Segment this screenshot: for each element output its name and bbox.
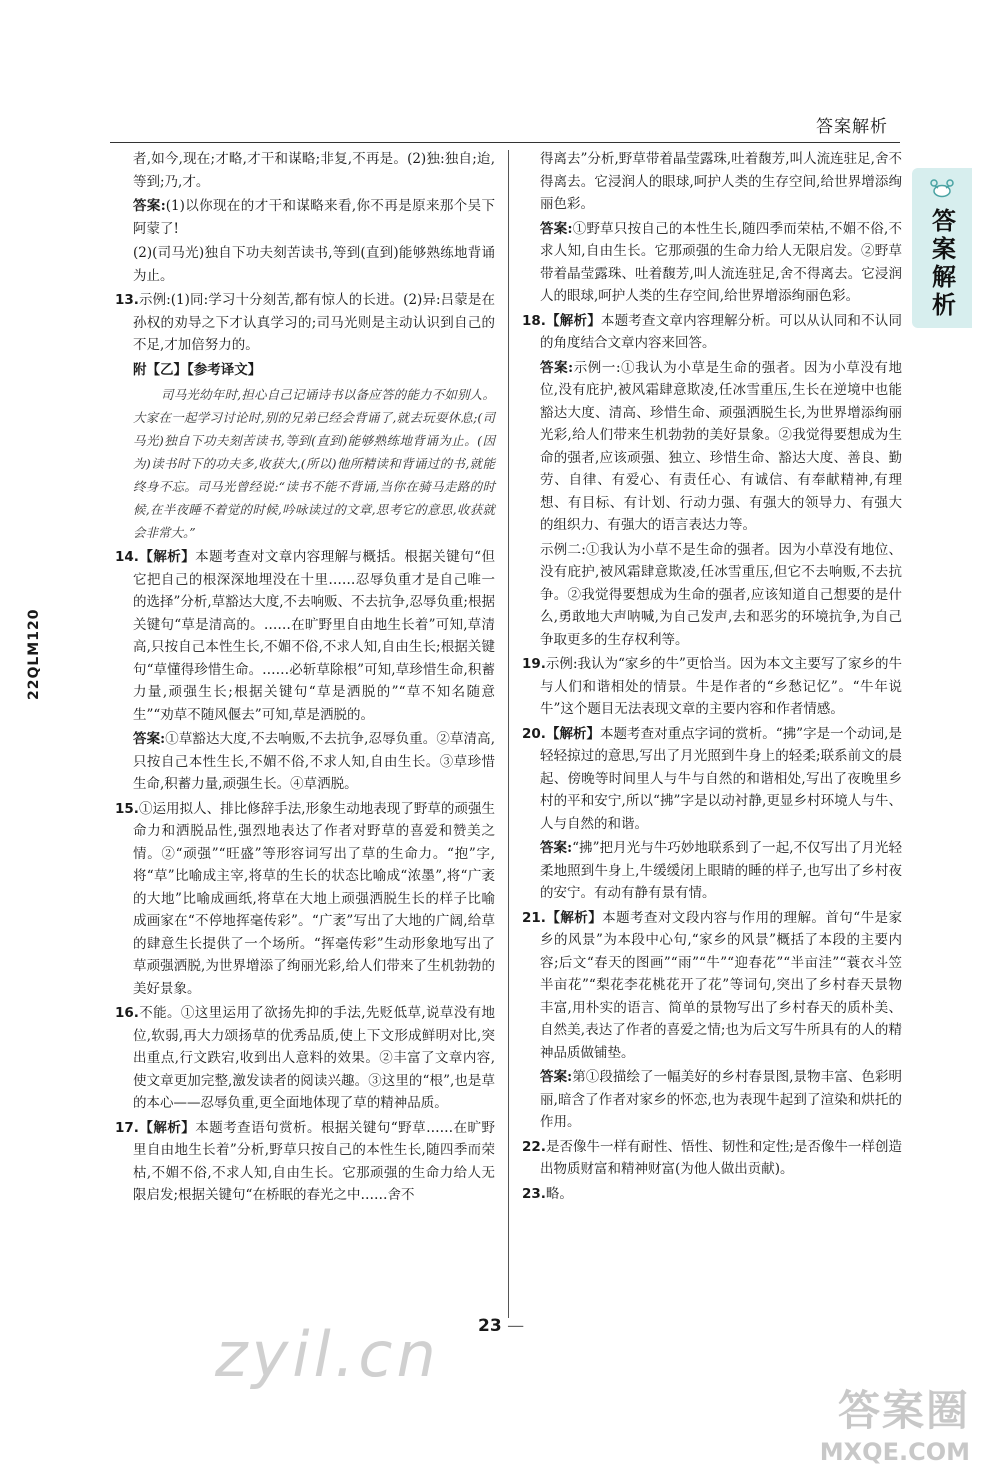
side-tab-label: 答案解析: [927, 208, 956, 320]
question-22: [522, 1136, 902, 1181]
question-number: 23.: [522, 1185, 546, 1202]
question-17: [115, 1117, 495, 1207]
question-text: 示例:我认为“家乡的牛”更恰当。因为本文主要写了家乡的牛与人们和谐相处的情景。牛是作者的“乡愁记忆”。“牛年说牛”这个题目无法表现文章的主要内容和作者情感。: [540, 656, 902, 717]
question-text: 本题考查语句赏析。根据关键句“野草……在旷野里自由地生长着”分析,野草只按自己的本性生长,随四季而荣枯,不媚不俗,不求人知,自由生长。它那顽强的生命力给人无限启发;根据关键句“在桥眠的春光之中……舍不: [133, 1119, 496, 1203]
question-21: [522, 907, 902, 1065]
question-text: ①运用拟人、排比修辞手法,形象生动地表现了野草的顽强生命力和洒脱品性,强烈地表达了作者对野草的喜爱和赞美之情。②“顽强”“旺盛”等形容词写出了草的生命力。“抱”字,将“草”比喻成主宰,将草的生长的状态比喻成“浓墨”,将“广袤的大地”比喻成画纸,将草在大地上顽强洒脱生长的样子比喻成画家在“不停地挥毫传彩”。“广袤”写出了大地的广阔,给草的肆意生长提供了一个场所。“挥毫传彩”生动形象地写出了草顽强洒脱,为世界增添了绚丽光彩,给人们带来了生机勃勃的美好景象。: [133, 800, 495, 997]
analysis-tag: 【解析】: [138, 549, 196, 565]
left-column: [115, 148, 495, 1209]
question-number: 15.: [115, 800, 139, 817]
side-code: 22QLM120: [26, 608, 42, 700]
answer-label: 答案:: [133, 198, 166, 214]
question-23: [522, 1183, 902, 1206]
continued-answer: [522, 218, 902, 308]
question-number: 19.: [522, 656, 546, 672]
question-text: 是否像牛一样有耐性、悟性、韧性和定性;是否像牛一样创造出物质财富和精神财富(为他人做出贡献)。: [540, 1138, 902, 1177]
page-header-title: 答案解析: [816, 117, 888, 137]
continued-answer-2: (2)(司马光)独自下功夫刻苦读书,等到(直到)能够熟练地背诵为止。: [133, 245, 495, 284]
crab-icon: [929, 178, 955, 200]
watermark-right: [800, 1378, 970, 1468]
question-15: [115, 798, 495, 1001]
analysis-tag: 【解析】: [545, 312, 601, 329]
question-18: [522, 310, 902, 355]
answer-text: (1)以你现在的才干和谋略来看,你不再是原来那个吴下阿蒙了!: [133, 198, 496, 237]
question-number: 20.: [522, 725, 546, 742]
question-18-answer-2: 示例二:①我认为小草不是生命的强者。因为小草没有地位、没有庇护,被风霜肆意欺凌,任冰雪重压,但它不去响贩,不去抗争。②我觉得要想成为生命的强者,应该知道自己想要的是什么,勇敢地大声呐喊,为自己发声,去和恶劣的环境抗争,为自己争取更多的生存权利等。: [540, 541, 902, 648]
question-13: [115, 289, 495, 357]
translation-title: 附【乙】【参考译文】: [133, 361, 262, 378]
question-number: 18.: [522, 312, 546, 329]
answer-text: 第①段描绘了一幅美好的乡村春景图,景物丰富、色彩明丽,暗含了作者对家乡的怀恋,也为表现牛起到了渲染和烘托的作用。: [540, 1069, 903, 1130]
continued-text: 者,如今,现在;才略,才干和谋略;非复,不再是。(2)独:独自;迨,等到;乃,才。: [133, 151, 495, 190]
question-text: 示例:(1)同:学习十分刻苦,都有惊人的长进。(2)异:吕蒙是在孙权的劝导之下才认真学习的;司马光则是主动认识到自己的不足,才加倍努力的。: [133, 292, 495, 353]
question-20: [522, 723, 902, 836]
question-20-answer: [522, 837, 902, 905]
question-number: 21.: [522, 909, 546, 926]
header-rule: [110, 142, 900, 143]
answer-text: ①野草只按自己的本性生长,随四季而荣枯,不媚不俗,不求人知,自由生长。它那顽强的生命力给人无限启发。②野草带着晶莹露珠、吐着馥芳,叫人流连驻足,舍不得离去。它浸润人的眼球,呵护人类的生存空间,给世界增添绚丽色彩。: [540, 220, 903, 304]
answer-text: ①草豁达大度,不去响贩,不去抗争,忍辱负重。②草清高,只按自己本性生长,不媚不俗,不求人知,自由生长。③草珍惜生命,积蓄力量,顽强生长。④草洒脱。: [133, 731, 496, 792]
question-number: 14.: [115, 549, 139, 565]
watermark-left: zyil.cn: [215, 1318, 440, 1391]
answer-label: 答案:: [540, 840, 573, 856]
question-text: 本题考查对文段内容与作用的理解。首句“牛是家乡的风景”为本段中心句,“家乡的风景”概括了本段的主要内容;后文“春天的图画”“雨”“牛”“迎春花”“半亩洼”“蓑衣斗笠半亩花”“梨花李花桃花开了花”等词句,突出了乡村春天景物丰富,用朴实的语言、简单的景物写出了乡村春天的质朴美、自然美,表达了作者的喜爱之情;也为后文写牛所具有的人的精神品质做铺垫。: [540, 909, 903, 1061]
question-text: 本题考查对重点字词的赏析。“拂”字是一个动词,是轻轻掠过的意思,写出了月光照到牛身上的轻柔;联系前文的晨起、傍晚等时间里人与牛与自然的和谐相处,写出了夜晚里乡村的平和安宁,所以“拂”字是以动衬静,更显乡村环境人与牛、人与自然的和谐。: [540, 725, 902, 832]
analysis-tag: 【解析】: [138, 1119, 196, 1136]
side-tab: [912, 168, 972, 328]
column-divider: [508, 150, 509, 1318]
answer-label: 答案:: [133, 731, 166, 747]
analysis-tag: 【解析】: [545, 909, 603, 926]
question-19: [522, 653, 902, 721]
watermark-logo: 答案圈: [837, 1386, 970, 1435]
question-16: [115, 1002, 495, 1115]
question-text: 本题考查对文章内容理解与概括。根据关键句“但它把自己的根深深地埋没在十里……忍辱负重才是自己唯一的选择”分析,草豁达大度,不去响贩、不去抗争,忍辱负重;根据关键句“草是清高的。……在旷野里自由地生长着”可知,草清高,只按自己本性生长,不媚不俗,不求人知,自由生长;根据关键句“草懂得珍惜生命。……必斩草除根”可知,草珍惜生命,积蓄力量,顽强生长;根据关键句“草是洒脱的”“草不知名随意生”“劝草不随风偃去”可知,草是洒脱的。: [133, 549, 496, 723]
right-column: [522, 148, 902, 1207]
question-14-answer: [115, 728, 495, 796]
question-18-answer: [522, 357, 902, 537]
continued-text: 得离去”分析,野草带着晶莹露珠,吐着馥芳,叫人流连驻足,舍不得离去。它浸润人的眼球,呵护人类的生存空间,给世界增添绚丽色彩。: [540, 151, 902, 212]
continued-answer: [115, 195, 495, 240]
analysis-tag: 【解析】: [545, 725, 601, 742]
question-number: 16.: [115, 1005, 139, 1021]
question-text: 不能。①这里运用了欲扬先抑的手法,先贬低草,说草没有地位,软弱,再大力颂扬草的优秀品质,使上下文形成鲜明对比,突出重点,行文跌宕,收到出人意料的效果。②丰富了文章内容,使文章更加完整,激发读者的阅读兴趣。③这里的“根”,也是草的本心——忍辱负重,更全面地体现了草的精神品质。: [133, 1005, 495, 1111]
answer-label: 答案:: [540, 359, 574, 376]
answer-label: 答案:: [540, 220, 573, 237]
translation-text: 司马光幼年时,担心自己记诵诗书以备应答的能力不如别人。大家在一起学习讨论时,别的兄弟已经会背诵了,就去玩耍休息;(司马光)独自下功夫刻苦读书,等到(直到)能够熟练地背诵为止。(因为)读书时下的功夫多,收获大,(所以)他所精读和背诵过的书,就能终身不忘。司马光曾经说:“读书不能不背诵,当你在骑马走路的时候,在半夜睡不着觉的时候,吟咏读过的文章,思考它的意思,收获就会非常大。”: [133, 387, 495, 540]
watermark-url: MXQE.COM: [819, 1438, 970, 1466]
answer-text: “拂”把月光与牛巧妙地联系到了一起,不仅写出了月光轻柔地照到牛身上,牛缓缓闭上眼睛的睡的样子,也写出了乡村夜的安宁。有动有静有景有情。: [540, 840, 902, 901]
question-text: 略。: [545, 1185, 573, 1202]
question-number: 13.: [115, 292, 139, 308]
question-text: 本题考查文章内容理解分析。可以从认同和不认同的角度结合文章内容来回答。: [540, 312, 903, 351]
page-number: 23 —: [478, 1316, 524, 1336]
question-number: 22.: [522, 1138, 546, 1155]
answer-text: 示例一:①我认为小草是生命的强者。因为小草没有地位,没有庇护,被风霜肆意欺凌,任冰雪重压,生长在逆境中也能豁达大度、清高、珍惜生命、顽强洒脱生长,为世界增添绚丽光彩,给人们带来生机勃勃的美好景象。②我觉得要想成为生命的强者,应该顽强、独立、珍惜生命、豁达大度、善良、勤劳、自律、有爱心、有责任心、有诚信、有奉献精神,有理想、有目标、有计划、行动力强、有强大的领导力、有强大的组织力、有强大的语言表达力等。: [540, 359, 902, 533]
answer-label: 答案:: [540, 1069, 573, 1085]
question-21-answer: [522, 1066, 902, 1134]
question-number: 17.: [115, 1119, 139, 1136]
question-14: [115, 546, 495, 726]
